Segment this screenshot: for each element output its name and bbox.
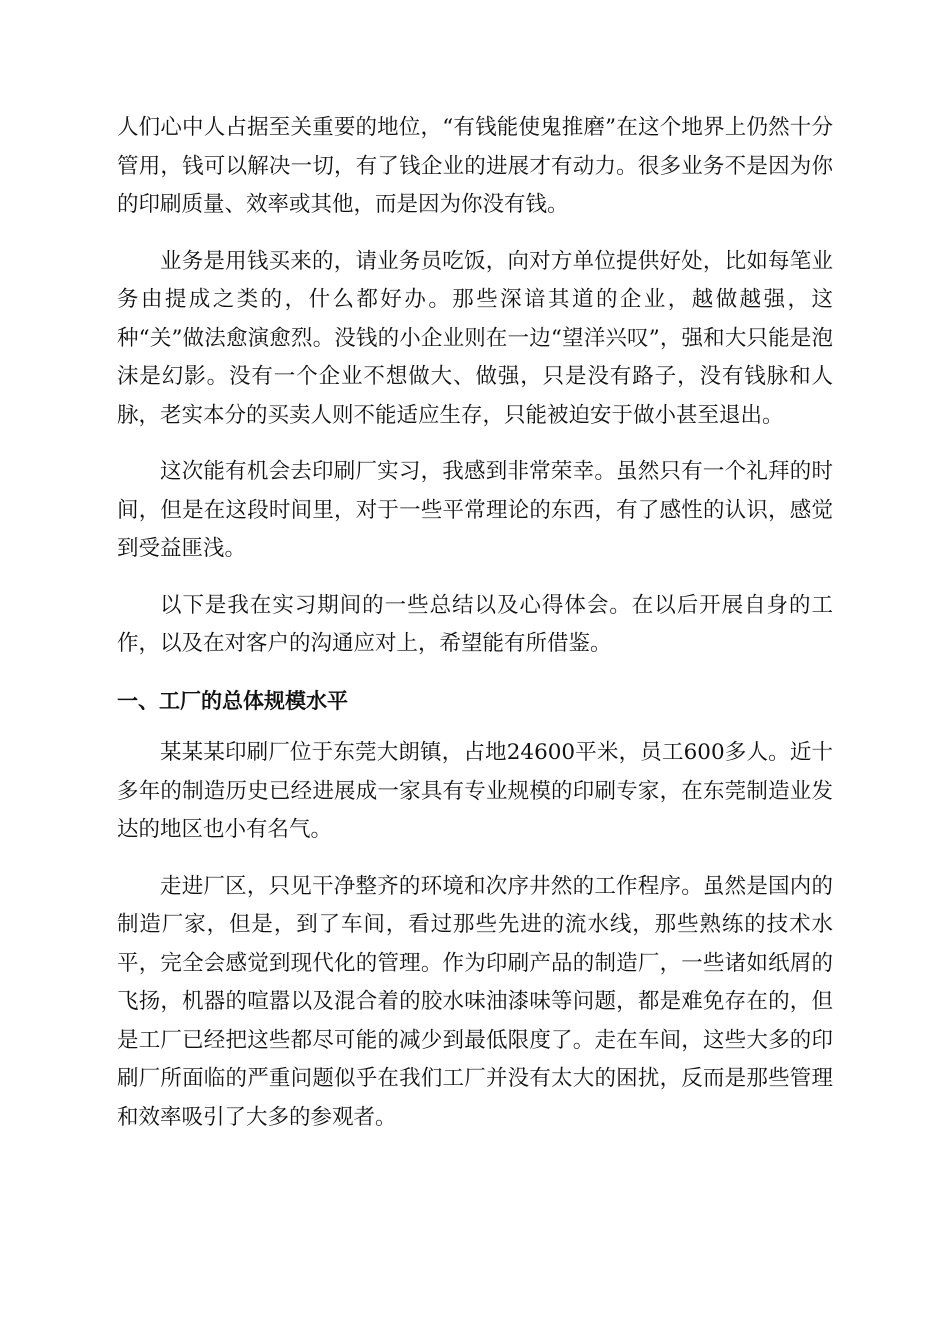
section-heading: 一、工厂的总体规模水平 <box>117 688 348 713</box>
document-body <box>117 109 833 1155</box>
paragraph-business-money: 业务是用钱买来的，请业务员吃饭，向对方单位提供好处，比如每笔业务由提成之类的，什么都好办。那些深谙其道的企业，越做越强，这种“关”做法愈演愈烈。没钱的小企业则在一边“望洋兴叹”，强和大只能是泡沫是幻影。没有一个企业不想做大、做强，只是没有路子，没有钱脉和人脉，老实本分的买卖人则不能适应生存，只能被迫安于做小甚至退出。 <box>117 248 833 428</box>
paragraph-factory-location: 某某某印刷厂位于东莞大朗镇，占地24600平米，员工600多人。近十多年的制造历史已经进展成一家具有专业规模的印刷专家，在东莞制造业发达的地区也小有名气。 <box>117 740 833 842</box>
paragraph-summary-intro: 以下是我在实习期间的一些总结以及心得体会。在以后开展自身的工作，以及在对客户的沟通应对上，希望能有所借鉴。 <box>117 592 833 656</box>
paragraph-internship-intro: 这次能有机会去印刷厂实习，我感到非常荣幸。虽然只有一个礼拜的时间，但是在这段时间里，对于一些平常理论的东西，有了感性的认识，感觉到受益匪浅。 <box>117 459 833 561</box>
paragraph-factory-environment: 走进厂区，只见干净整齐的环境和次序井然的工作程序。虽然是国内的制造厂家，但是，到了车间，看过那些先进的流水线，那些熟练的技术水平，完全会感觉到现代化的管理。作为印刷产品的制造厂，一些诸如纸屑的飞扬，机器的喧嚣以及混合着的胶水味油漆味等问题，都是难免存在的，但是工厂已经把这些都尽可能的减少到最低限度了。走在车间，这些大多的印刷厂所面临的严重问题似乎在我们工厂并没有太大的困扰，反而是那些管理和效率吸引了大多的参观者。 <box>117 873 833 1130</box>
paragraph-continuation: 人们心中人占据至关重要的地位，“有钱能使鬼推磨”在这个地界上仍然十分管用，钱可以解决一切，有了钱企业的进展才有动力。很多业务不是因为你的印刷质量、效率或其他，而是因为你没有钱。 <box>117 115 833 217</box>
